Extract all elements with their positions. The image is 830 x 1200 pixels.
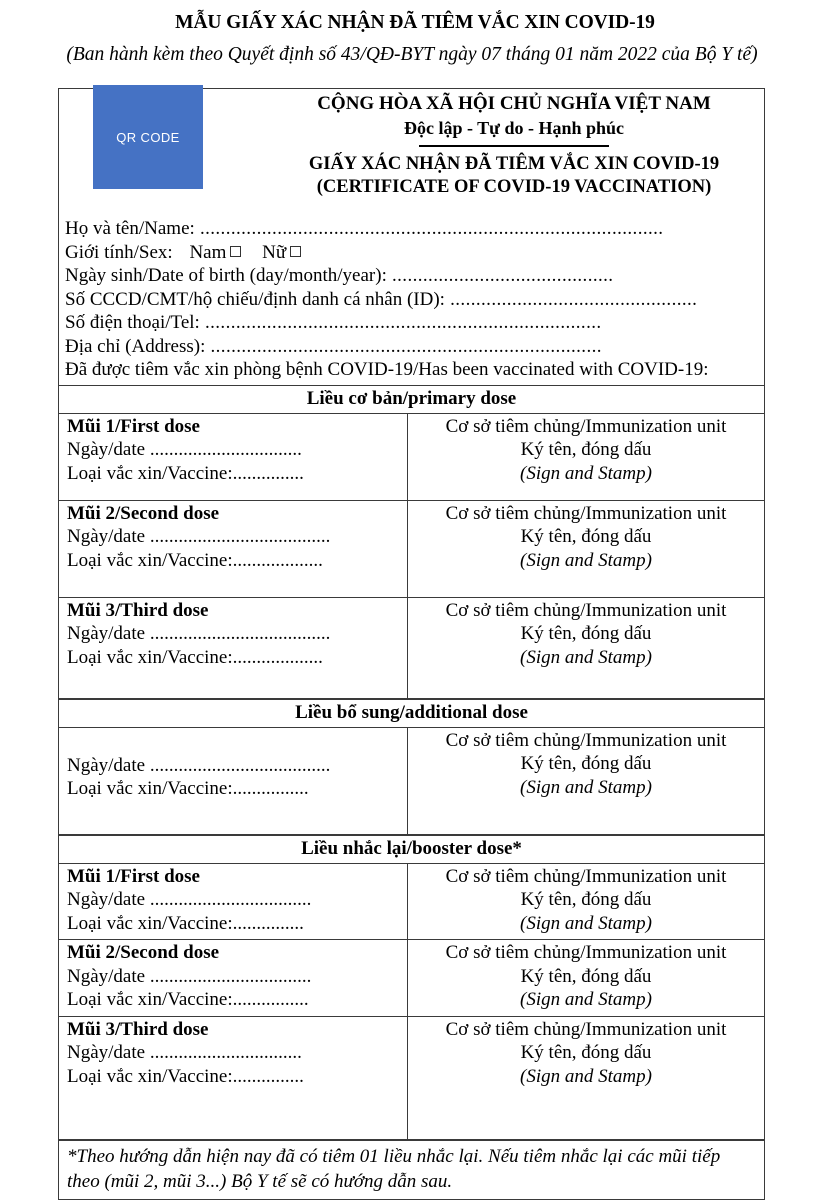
sign-stamp-label-vn: Ký tên, đóng dấu — [520, 753, 652, 774]
dose-vaccine-input[interactable]: Loại vắc xin/Vaccine:............... — [67, 912, 304, 934]
table-row — [59, 598, 764, 699]
field-id-input[interactable]: ................................................ — [444, 288, 698, 310]
sign-stamp-label-vn: Ký tên, đóng dấu — [520, 889, 652, 910]
country-name: CỘNG HÒA XÃ HỘI CHỦ NGHĨA VIỆT NAM — [317, 93, 711, 114]
sex-option-male-label: Nam — [189, 241, 227, 263]
field-sex — [65, 241, 764, 265]
sign-stamp-label-vn: Ký tên, đóng dấu — [520, 623, 652, 644]
table-row — [59, 940, 764, 1017]
dose-date-input[interactable]: Ngày/date ................................ — [67, 1042, 302, 1063]
immunization-unit-label: Cơ sở tiêm chủng/Immunization unit — [445, 729, 727, 751]
booster-dose-2-signature — [408, 940, 764, 1016]
dose-name: Mũi 1/First dose — [67, 865, 200, 887]
checkbox-male[interactable] — [230, 246, 241, 257]
primary-dose-1-signature — [408, 414, 764, 500]
dose-name: Mũi 3/Third dose — [67, 1018, 209, 1040]
dose-name: Mũi 2/Second dose — [67, 942, 220, 963]
national-heading — [269, 93, 759, 198]
table-row — [59, 414, 764, 501]
divider-rule — [419, 145, 609, 147]
booster-dose-3-details — [59, 1017, 408, 1139]
dose-date-input[interactable]: Ngày/date .................................. — [67, 889, 312, 910]
immunization-unit-label: Cơ sở tiêm chủng/Immunization unit — [445, 415, 727, 437]
field-dob — [65, 264, 764, 288]
sign-stamp-label-en: (Sign and Stamp) — [520, 776, 652, 798]
field-name-label: Họ và tên/Name: — [65, 218, 195, 239]
booster-dose-2-details — [59, 940, 408, 1016]
sign-stamp-label-vn: Ký tên, đóng dấu — [520, 1042, 652, 1063]
field-sex-label: Giới tính/Sex: — [65, 241, 173, 263]
primary-dose-1-details — [59, 414, 408, 500]
field-tel — [65, 311, 764, 335]
sign-stamp-label-en: (Sign and Stamp) — [520, 989, 652, 1010]
sex-option-female-label: Nữ — [262, 241, 287, 263]
table-row — [59, 728, 764, 835]
field-dob-label: Ngày sinh/Date of birth (day/month/year): — [65, 265, 387, 286]
sign-stamp-label-en: (Sign and Stamp) — [520, 912, 652, 934]
dose-vaccine-input[interactable]: Loại vắc xin/Vaccine:................... — [67, 549, 323, 571]
primary-dose-2-details — [59, 501, 408, 597]
dose-vaccine-input[interactable]: Loại vắc xin/Vaccine:................... — [67, 646, 323, 668]
dose-date-input[interactable]: Ngày/date .................................. — [67, 965, 312, 987]
table-row — [59, 864, 764, 941]
dose-date-input[interactable]: Ngày/date ...................................... — [67, 526, 331, 547]
dose-vaccine-input[interactable]: Loại vắc xin/Vaccine:............... — [67, 1065, 304, 1087]
field-id-label: Số CCCD/CMT/hộ chiếu/định danh cá nhân (ID): — [65, 288, 445, 310]
dose-name: Mũi 1/First dose — [67, 415, 200, 437]
sign-stamp-label-vn: Ký tên, đóng dấu — [520, 439, 652, 460]
band-booster-dose: Liều nhắc lại/booster dose* — [59, 835, 764, 864]
dose-date-input[interactable]: Ngày/date ...................................... — [67, 623, 331, 644]
certificate-table — [58, 88, 765, 1200]
additional-dose-details — [59, 728, 408, 834]
immunization-unit-label: Cơ sở tiêm chủng/Immunization unit — [445, 1018, 727, 1040]
certificate-title-en: (CERTIFICATE OF COVID-19 VACCINATION) — [316, 176, 712, 197]
immunization-unit-label: Cơ sở tiêm chủng/Immunization unit — [445, 942, 727, 963]
page-subtitle: (Ban hành kèm theo Quyết định số 43/QĐ-BYT ngày 07 tháng 01 năm 2022 của Bộ Y tế) — [66, 44, 758, 65]
dose-vaccine-input[interactable]: Loại vắc xin/Vaccine:................ — [67, 778, 309, 799]
booster-dose-3-signature — [408, 1017, 764, 1139]
field-address — [65, 335, 764, 359]
table-row — [59, 501, 764, 598]
field-address-input[interactable]: ............................................................................ — [205, 335, 602, 357]
sign-stamp-label-vn: Ký tên, đóng dấu — [520, 965, 652, 987]
field-id — [65, 288, 764, 312]
dose-vaccine-input[interactable]: Loại vắc xin/Vaccine:................ — [67, 989, 309, 1010]
sign-stamp-label-en: (Sign and Stamp) — [520, 549, 652, 571]
dose-name: Mũi 3/Third dose — [67, 599, 209, 621]
footnote: *Theo hướng dẫn hiện nay đã có tiêm 01 liều nhắc lại. Nếu tiêm nhắc lại các mũi tiếp theo (mũi 2, mũi 3...) Bộ Y tế sẽ có hướng dẫn sau. — [59, 1140, 764, 1199]
certificate-title-vn: GIẤY XÁC NHẬN ĐÃ TIÊM VẮC XIN COVID-19 — [308, 153, 720, 174]
additional-dose-signature — [408, 728, 764, 834]
dose-vaccine-input[interactable]: Loại vắc xin/Vaccine:............... — [67, 462, 304, 484]
personal-info-section — [59, 217, 764, 385]
vaccinated-statement: Đã được tiêm vắc xin phòng bệnh COVID-19/Has been vaccinated with COVID-19: — [65, 359, 709, 380]
dose-date-input[interactable]: Ngày/date ................................ — [67, 439, 302, 460]
primary-dose-2-signature — [408, 501, 764, 597]
band-primary-dose: Liều cơ bản/primary dose — [59, 385, 764, 414]
field-name-input[interactable]: .......................................................................................... — [194, 218, 664, 239]
sign-stamp-label-en: (Sign and Stamp) — [520, 462, 652, 484]
qr-code-label: QR CODE — [116, 129, 180, 145]
dose-date-input[interactable]: Ngày/date ...................................... — [67, 754, 331, 776]
table-row — [59, 1017, 764, 1140]
field-tel-input[interactable]: ............................................................................. — [199, 312, 602, 333]
booster-dose-1-details — [59, 864, 408, 940]
field-address-label: Địa chỉ (Address): — [65, 335, 206, 357]
certificate-header — [59, 89, 764, 217]
immunization-unit-label: Cơ sở tiêm chủng/Immunization unit — [445, 502, 727, 524]
page-title: MẪU GIẤY XÁC NHẬN ĐÃ TIÊM VẮC XIN COVID-19 — [175, 12, 655, 33]
booster-dose-1-signature — [408, 864, 764, 940]
immunization-unit-label: Cơ sở tiêm chủng/Immunization unit — [445, 865, 727, 887]
field-tel-label: Số điện thoại/Tel: — [65, 312, 200, 333]
checkbox-female[interactable] — [290, 246, 301, 257]
national-motto: Độc lập - Tự do - Hạnh phúc — [403, 118, 625, 138]
qr-code-placeholder — [93, 85, 203, 189]
band-additional-dose: Liều bổ sung/additional dose — [59, 699, 764, 728]
field-name — [65, 217, 764, 241]
immunization-unit-label: Cơ sở tiêm chủng/Immunization unit — [445, 599, 727, 621]
sign-stamp-label-vn: Ký tên, đóng dấu — [520, 526, 652, 547]
sign-stamp-label-en: (Sign and Stamp) — [520, 1065, 652, 1087]
dose-name: Mũi 2/Second dose — [67, 502, 220, 524]
field-dob-input[interactable]: ........................................... — [386, 265, 614, 286]
primary-dose-3-details — [59, 598, 408, 698]
sign-stamp-label-en: (Sign and Stamp) — [520, 646, 652, 668]
primary-dose-3-signature — [408, 598, 764, 698]
